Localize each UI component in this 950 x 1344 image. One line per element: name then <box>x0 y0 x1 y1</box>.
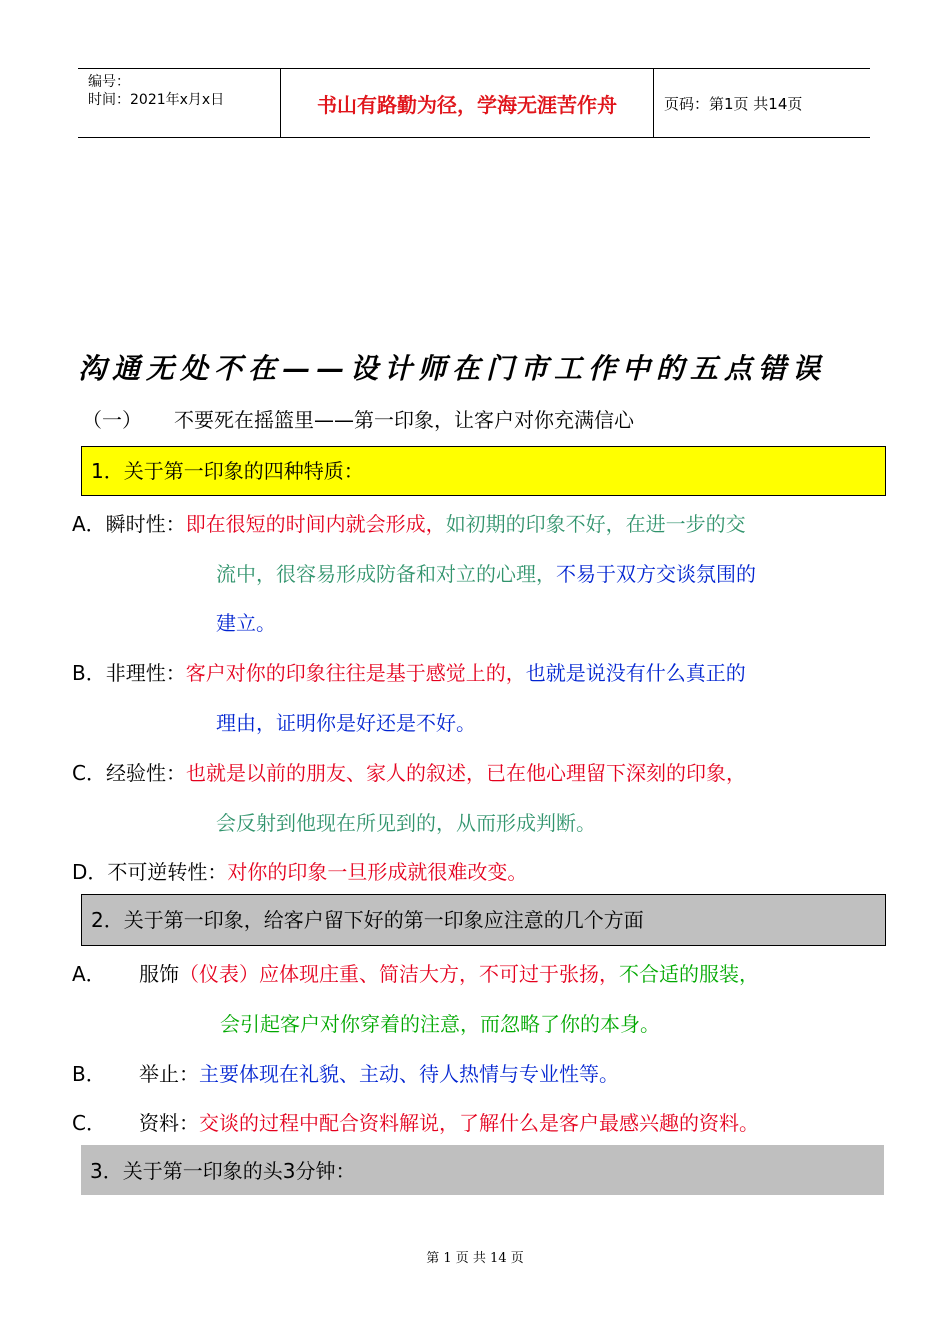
s2-item-a-green-1: 不合适的服装， <box>619 962 759 986</box>
s2-item-a-line-2 <box>220 1010 660 1038</box>
item-c-red: 也就是以前的朋友、家人的叙述，已在他心理留下深刻的印象， <box>185 761 746 785</box>
item-d-prefix: D．不可逆转性： <box>72 860 228 884</box>
item-a-prefix: A．瞬时性： <box>72 512 186 536</box>
page-title: 沟通无处不在——设计师在门市工作中的五点错误 <box>78 352 827 385</box>
header-meta-cell <box>78 69 281 137</box>
item-d-red: 对你的印象一旦形成就很难改变。 <box>227 860 528 884</box>
s2-item-a-line-1 <box>72 960 106 988</box>
item-a-line-3 <box>216 609 276 637</box>
item-b-blue-2: 理由，证明你是好还是不好。 <box>216 711 476 735</box>
item-c-green: 会反射到他现在所见到的，从而形成判断。 <box>216 811 596 835</box>
section-1-heading: 1．关于第一印象的四种特质： <box>91 459 364 483</box>
s2-item-b-label: 举止： <box>139 1062 199 1086</box>
item-b-prefix: B．非理性： <box>72 661 186 685</box>
item-b-blue-1: 也就是说没有什么真正的 <box>525 661 746 685</box>
time-label: 时间：2021年x月x日 <box>88 92 225 108</box>
document-header <box>78 68 870 138</box>
item-a-line-2 <box>216 560 756 588</box>
s2-item-c-line <box>139 1109 759 1137</box>
s2-item-c-letter-line <box>72 1109 106 1137</box>
s2-item-c-letter: C． <box>72 1111 106 1135</box>
item-c-line-2 <box>216 809 596 837</box>
section-2-heading-box <box>81 894 886 946</box>
section-2-heading: 2．关于第一印象，给客户留下好的第一印象应注意的几个方面 <box>91 908 644 932</box>
s2-item-b-letter-line <box>72 1060 106 1088</box>
s2-item-b-blue: 主要体现在礼貌、主动、待人热情与专业性等。 <box>199 1062 619 1086</box>
s2-item-a-green-2: 会引起客户对你穿着的注意，而忽略了你的本身。 <box>220 1012 660 1036</box>
item-d-line-1 <box>72 858 527 886</box>
code-label: 编号： <box>88 74 130 90</box>
item-a-red: 即在很短的时间内就会形成， <box>185 512 446 536</box>
item-a-green-1: 如初期的印象不好，在进一步的交 <box>445 512 746 536</box>
item-a-green-2: 流中，很容易形成防备和对立的心理， <box>216 562 556 586</box>
header-motto-cell <box>281 69 654 137</box>
item-a-blue-2: 建立。 <box>216 611 276 635</box>
item-b-red: 客户对你的印象往往是基于感觉上的， <box>185 661 526 685</box>
section-1-heading-box <box>81 446 886 496</box>
s2-item-a-letter: A． <box>72 962 106 986</box>
s2-item-a-red: （仪表）应体现庄重、简洁大方，不可过于张扬， <box>179 962 619 986</box>
s2-item-b-line <box>139 1060 619 1088</box>
section-3-heading: 3．关于第一印象的头3分钟： <box>90 1159 356 1183</box>
item-b-line-1 <box>72 659 746 687</box>
s2-item-b-letter: B． <box>72 1062 106 1086</box>
page-footer: 第 1 页 共 14 页 <box>426 1251 524 1266</box>
s2-item-a-label: 服饰 <box>139 962 179 986</box>
item-c-prefix: C．经验性： <box>72 761 186 785</box>
page-label: 页码：第1页 共14页 <box>664 95 803 113</box>
item-b-line-2 <box>216 709 476 737</box>
s2-item-c-label: 资料： <box>139 1111 199 1135</box>
section-3-heading-box <box>81 1145 884 1195</box>
subtitle-text: 不要死在摇篮里——第一印象，让客户对你充满信心 <box>174 408 634 432</box>
header-page-cell <box>654 69 870 137</box>
item-a-blue-1: 不易于双方交谈氛围的 <box>556 562 756 586</box>
motto: 书山有路勤为径，学海无涯苦作舟 <box>317 93 617 117</box>
item-c-line-1 <box>72 759 746 787</box>
s2-item-a-line-1-body <box>139 960 759 988</box>
item-a-line-1 <box>72 510 746 538</box>
subtitle-number: （一） <box>82 408 142 432</box>
s2-item-c-red: 交谈的过程中配合资料解说，了解什么是客户最感兴趣的资料。 <box>199 1111 759 1135</box>
